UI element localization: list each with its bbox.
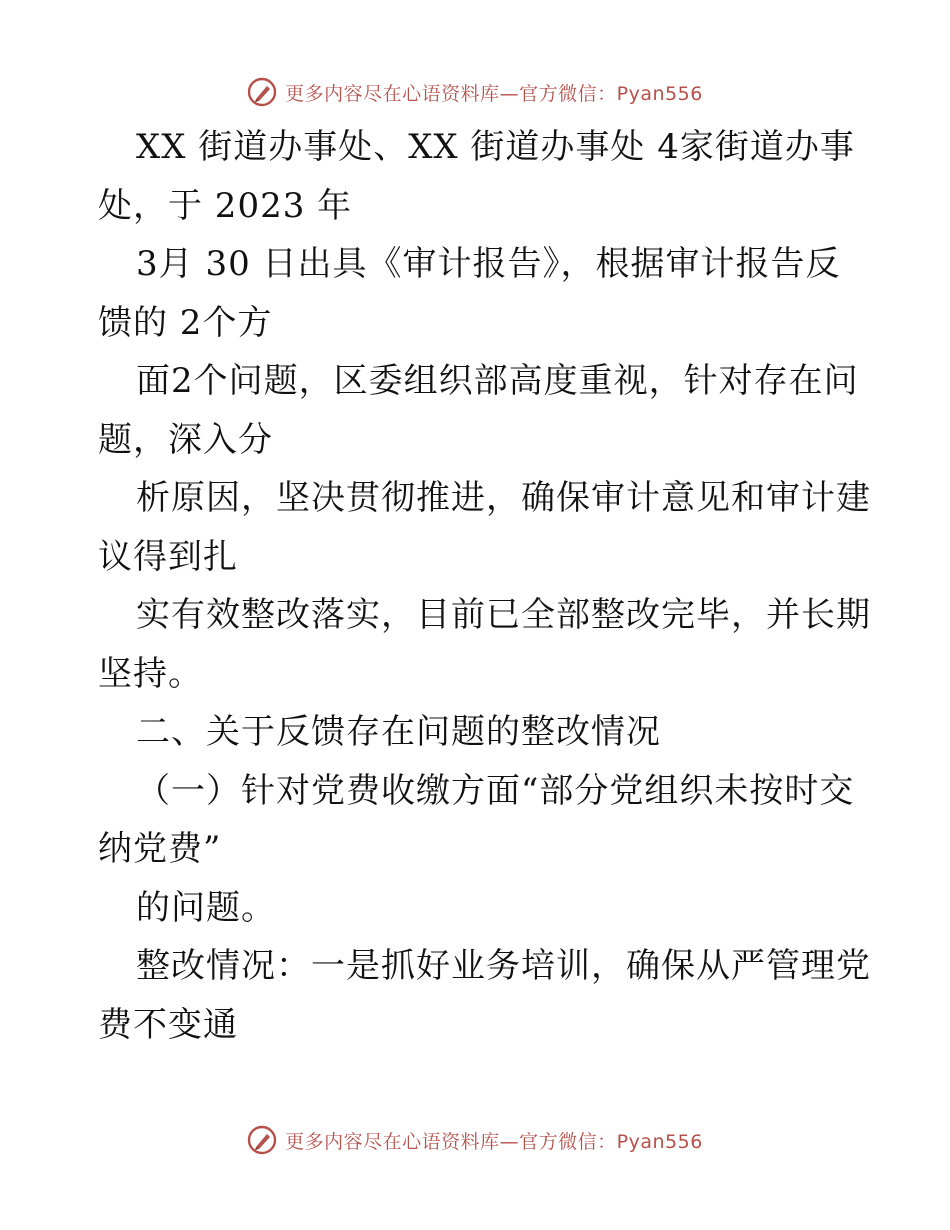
text-line: 面2个问题，区委组织部高度重视，针对存在问 (136, 361, 859, 401)
watermark-header (0, 72, 950, 112)
text-line: 整改情况：一是抓好业务培训，确保从严管理党 (136, 946, 871, 986)
text-line: 3月 30 日出具《审计报告》，根据审计报告反 (136, 244, 841, 284)
text-line: 馈的 2个方 (98, 302, 273, 343)
text-line: 的问题。 (136, 887, 276, 928)
text-line: 纳党费” (98, 829, 222, 869)
text-line: 议得到扎 (98, 536, 238, 577)
subsection-heading: （一）针对党费收缴方面“部分党组织未按时交 (136, 770, 855, 811)
text-line: 实有效整改落实，目前已全部整改完毕，并长期 (136, 595, 871, 635)
text-line: XX 街道办事处、XX 街道办事处 4家街道办事 (136, 127, 855, 167)
watermark-text: 更多内容尽在心语资料库—官方微信：Pyan556 (285, 82, 703, 105)
text-line: 析原因，坚决贯彻推进，确保审计意见和审计建 (136, 478, 871, 518)
section-heading: 二、关于反馈存在问题的整改情况 (136, 712, 661, 752)
text-line: 费不变通 (98, 1004, 238, 1045)
pen-logo-icon (247, 77, 277, 107)
text-line: 处，于 2023 年 (98, 185, 353, 226)
document-body (98, 118, 878, 1054)
text-line: 题，深入分 (98, 419, 273, 460)
text-line: 坚持。 (98, 653, 203, 694)
watermark-text: 更多内容尽在心语资料库—官方微信：Pyan556 (285, 1130, 703, 1153)
pen-logo-icon (247, 1125, 277, 1155)
watermark-footer (0, 1120, 950, 1160)
